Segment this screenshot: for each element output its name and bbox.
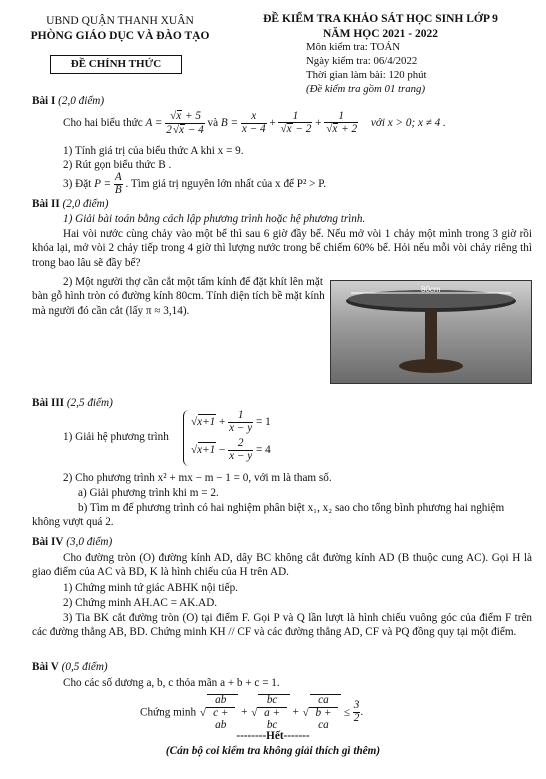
bai2-heading: Bài II (2,0 điểm): [32, 198, 109, 210]
bai4-intro: Cho đường tròn (O) đường kính AD, dây BC không cắt đường kính AD (B thuộc cung AC). Gọi H là giao điểm của AC và BD, K là hình chiếu của H trên AD.: [32, 552, 532, 579]
bai3-q2: 2) Cho phương trình x² + mx − m − 1 = 0, với m là tham số.: [63, 472, 332, 484]
bai1-expressions: Cho hai biểu thức A = √ $\frac{x + 5}{2√ x - 4}$ và B = $\frac{x}{x - 4}$ + 1 √ x − 2 + 1 √ x + 2 với x > 0; x ≠ 4 .: [63, 110, 533, 140]
bai5-intro: Cho các số dương a, b, c thỏa mãn a + b + c = 1.: [63, 677, 280, 689]
round-table-icon: [331, 281, 531, 383]
footer-note: (Cán bộ coi kiểm tra không giải thích gì thêm): [165, 745, 381, 757]
end-marker: --------Hết-------: [236, 730, 310, 742]
bai4-q3: 3) Tia BK cắt đường tròn (O) tại điểm F. Gọi P và Q lần lượt là hình chiếu vuông góc của điểm F trên các đường thẳng AB, BD. Chứng minh KH // CF và các đường thẳng AD, CF và PQ đồng quy tại một điểm.: [32, 612, 532, 639]
bai4-q2: 2) Chứng minh AH.AC = AK.AD.: [63, 597, 218, 609]
bai2-q2-text: 2) Một người thợ cần cắt một tấm kính để đặt khít lên mặt bàn gỗ hình tròn có đường kính 80cm. Tính diện tích bề mặt kính mà người đó cần cắt (lấy π ≈ 3,14).: [32, 276, 325, 317]
bai5-inequality: Chứng minh √ $\frac{ab}{c + ab}$ + √ $\frac{bc}{a + bc}$ + √ $\frac{ca}{b + ca}$ ≤ $\frac{3}{2}$ .: [140, 694, 363, 722]
header-right: [228, 12, 533, 97]
bai3-q1: 1) Giải hệ phương trình: [63, 431, 169, 443]
duration: Thời gian làm bài: 120 phút: [306, 69, 427, 82]
bai4-q1: 1) Chứng minh tứ giác ABHK nội tiếp.: [63, 582, 238, 594]
exam-date: Ngày kiểm tra: 06/4/2022: [306, 55, 418, 68]
bai1-q2: 2) Rút gọn biểu thức B .: [63, 159, 172, 171]
bai1-title: Bài I: [32, 95, 56, 107]
bai1-and: và: [207, 117, 219, 130]
diameter-label: 80cm: [421, 285, 441, 294]
bai1-condition: với x > 0; x ≠ 4 .: [370, 117, 446, 130]
bai1-heading: [32, 94, 104, 108]
bai1-points: (2,0 điểm): [58, 95, 105, 107]
bai2-q1-head: 1) Giải bài toán bằng cách lập phương trình hoặc hệ phương trình.: [63, 213, 366, 225]
expr-B: $\frac{x}{x - 4}$: [241, 110, 266, 135]
expr-A: √ $\frac{x + 5}{2√ x - 4}$: [165, 110, 204, 137]
bai1-q3: 3) Đặt P = $\frac{A}{B}$ . Tìm giá trị nguyên lớn nhất của x để P² > P.: [63, 171, 327, 196]
exam-title: ĐỀ KIỂM TRA KHẢO SÁT HỌC SINH LỚP 9: [263, 13, 498, 25]
page-count: (Đề kiểm tra gồm 01 trang): [306, 82, 426, 95]
dept-name: PHÒNG GIÁO DỤC VÀ ĐÀO TẠO: [30, 29, 210, 42]
header-left: [20, 14, 220, 43]
bai4-heading: Bài IV (3,0 điểm): [32, 536, 113, 548]
equation-system: √ x+1 + $\frac{1}{x - y}$ = 1 √ x+1 − $\frac{2}{x - y}$ = 4: [183, 410, 271, 466]
bai2-q1-text: Hai vòi nước cùng chảy vào một bể thì sau 6 giờ đầy bể. Nếu mở vòi 1 chảy một mình trong 3 giờ rồi khóa lại, mở vòi 2 chảy tiếp trong 4 giờ thì lượng nước trong bể chiếm 60% bể. Hỏi nếu mỗi vòi chảy riêng thì trong bao lâu sẽ đầy bể?: [32, 228, 532, 269]
bai5-heading: Bài V (0,5 điểm): [32, 661, 108, 673]
org-name: UBND QUẬN THANH XUÂN: [46, 15, 194, 27]
school-year: NĂM HỌC 2021 - 2022: [323, 27, 438, 40]
subject: Môn kiểm tra: TOÁN: [306, 41, 401, 54]
bai1-q1: 1) Tính giá trị của biểu thức A khi x = 9.: [63, 145, 244, 157]
bai1-intro: Cho hai biểu thức: [63, 117, 143, 130]
official-badge: ĐỀ CHÍNH THỨC: [50, 55, 182, 74]
table-photo: [330, 280, 532, 384]
bai3-q2b: b) Tìm m để phương trình có hai nghiệm phân biệt x₁, x₂ sao cho tổng bình phương hai nghiệm không vượt quá 2.: [32, 502, 505, 529]
bai3-q2a: a) Giải phương trình khi m = 2.: [78, 487, 219, 499]
bai3-heading: Bài III (2,5 điểm): [32, 397, 113, 409]
